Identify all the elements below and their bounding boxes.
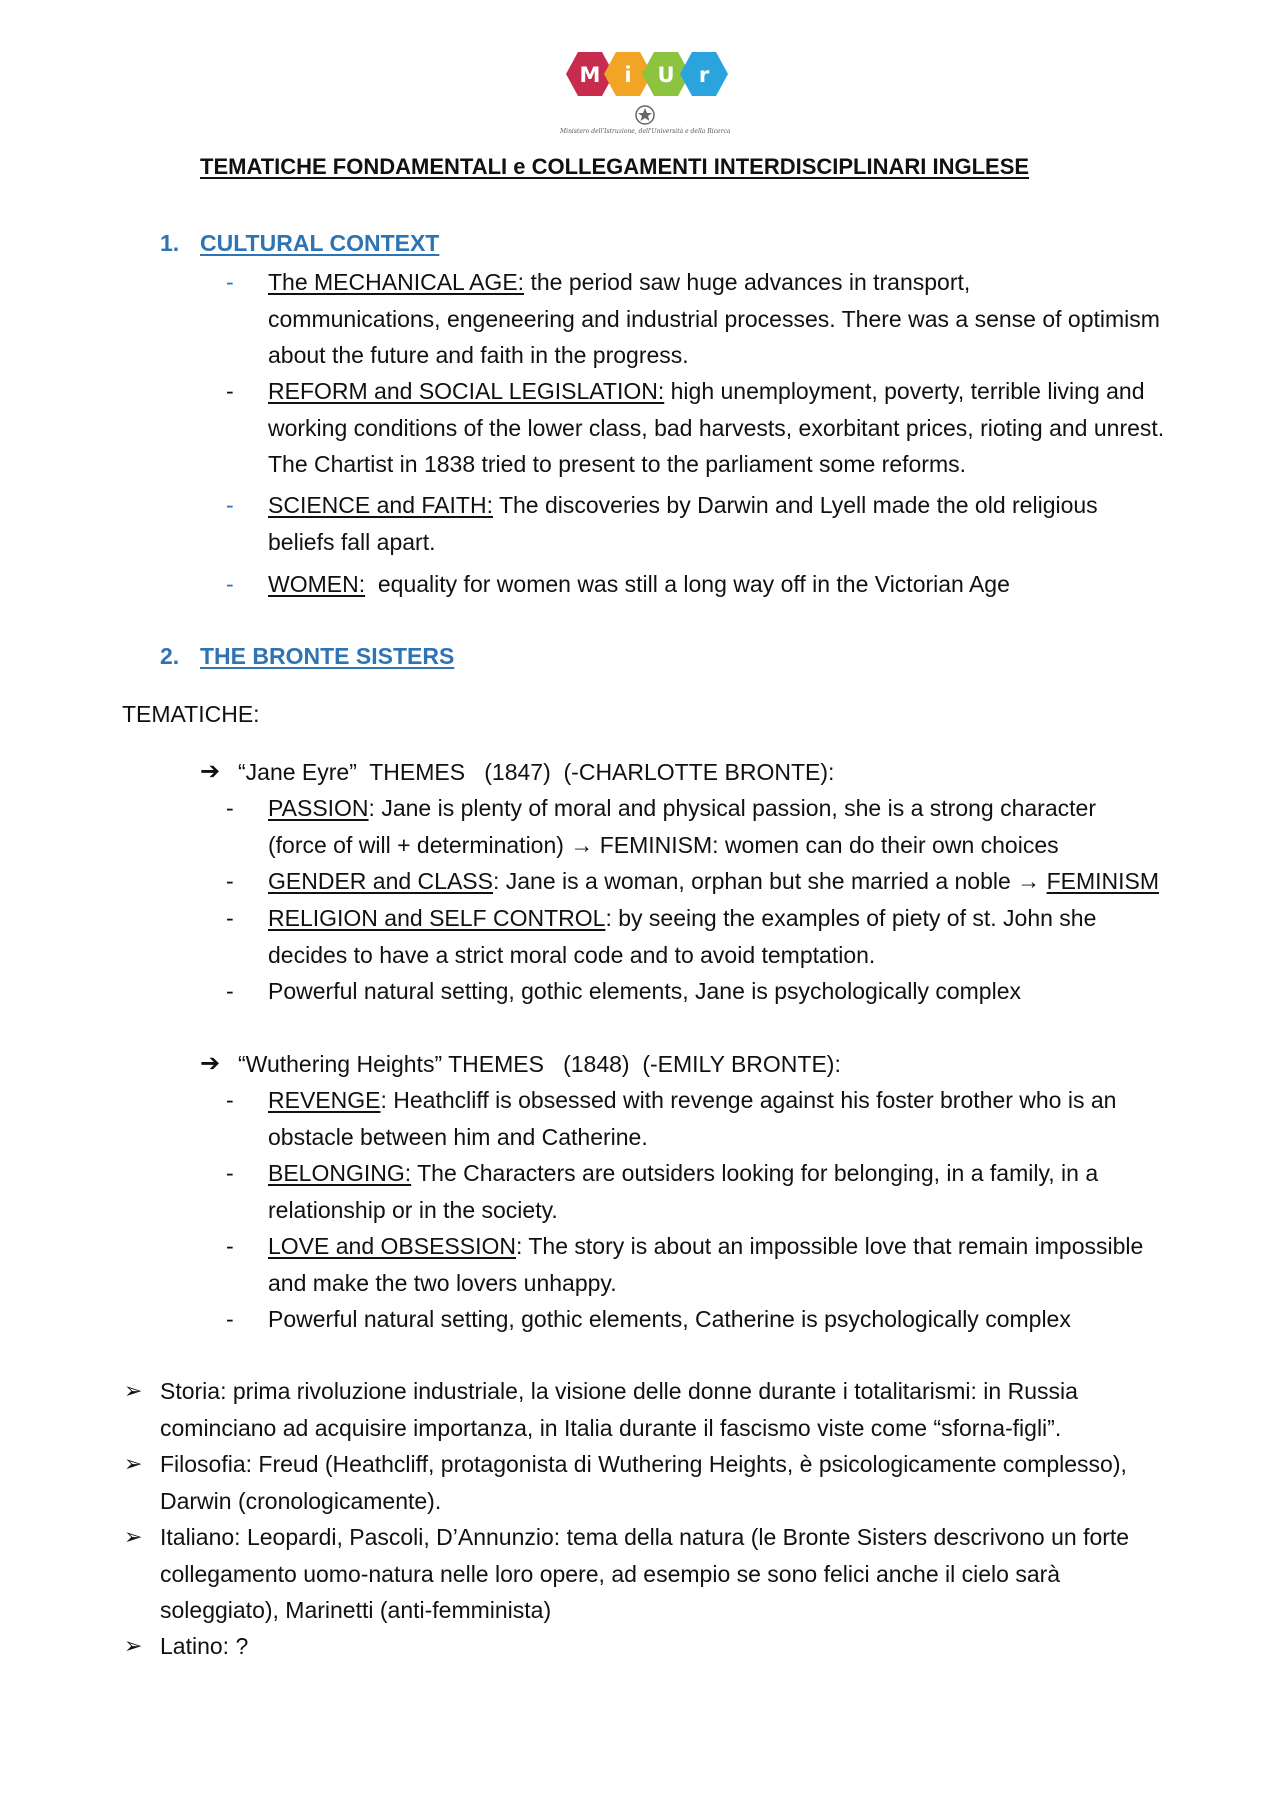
item-text-continued: working conditions of the lower class, bad harvests, exorbitant prices, rioting and unrest. The Chartist in 1838 tried to present to the parliament some reforms. bbox=[268, 414, 1165, 477]
svg-text:M: M bbox=[579, 63, 601, 87]
item-term: BELONGING: bbox=[268, 1160, 412, 1186]
section-1-number: 1. bbox=[160, 230, 180, 256]
item-term: PASSION bbox=[268, 795, 369, 821]
jane-eyre-heading: “Jane Eyre” THEMES (1847) (-CHARLOTTE BRONTE): bbox=[238, 759, 835, 785]
item-text: : Heathcliff is obsessed with revenge against his foster brother who is an bbox=[380, 1087, 1117, 1113]
item-term: The MECHANICAL AGE: bbox=[268, 269, 525, 295]
miur-logo bbox=[560, 44, 730, 144]
list-item bbox=[268, 900, 1168, 973]
list-item bbox=[268, 1228, 1168, 1301]
item-term: FEMINISM bbox=[1046, 868, 1160, 894]
link-item-latino bbox=[160, 1628, 1170, 1665]
list-item bbox=[268, 373, 1168, 483]
list-item bbox=[268, 790, 1168, 863]
bullet-arrow-icon: ➢ bbox=[124, 1378, 143, 1403]
link-text-continued: collegamento uomo-natura nelle loro opere, ad esempio se sono felici anche il cielo sarà bbox=[160, 1560, 1061, 1587]
item-term: REFORM and SOCIAL LEGISLATION: bbox=[268, 378, 665, 404]
section-2-heading: THE BRONTE SISTERS bbox=[200, 643, 455, 669]
list-dash: - bbox=[226, 1087, 234, 1113]
section-2-number: 2. bbox=[160, 643, 180, 669]
list-dash: - bbox=[226, 1233, 234, 1259]
item-text-continued: beliefs fall apart. bbox=[268, 528, 436, 555]
list-item bbox=[268, 1082, 1168, 1155]
list-item bbox=[268, 863, 1168, 900]
item-text: : Jane is plenty of moral and physical passion, she is a strong character bbox=[368, 795, 1096, 821]
svg-text:r: r bbox=[698, 63, 710, 87]
item-term: GENDER and CLASS bbox=[268, 868, 493, 894]
svg-text:U: U bbox=[657, 63, 675, 87]
link-text-continued: soleggiato), Marinetti (anti-femminista) bbox=[160, 1597, 552, 1623]
small-arrow-icon: → bbox=[570, 831, 594, 858]
item-text-continued: decides to have a strict moral code and to avoid temptation. bbox=[268, 941, 876, 968]
item-text-continued: obstacle between him and Catherine. bbox=[268, 1123, 648, 1150]
tematiche-label: TEMATICHE: bbox=[122, 701, 260, 727]
list-item bbox=[268, 487, 1168, 560]
list-dash: - bbox=[226, 1160, 234, 1186]
link-text: Latino: ? bbox=[160, 1633, 249, 1659]
item-text: The discoveries by Darwin and Lyell made the old religious bbox=[492, 492, 1098, 518]
item-text: Powerful natural setting, gothic elements, Catherine is psychologically complex bbox=[268, 1306, 1071, 1332]
link-item-storia bbox=[160, 1373, 1170, 1446]
logo-caption: Ministero dell'Istruzione, dell'Università e della Ricerca bbox=[560, 128, 731, 135]
link-item-italiano bbox=[160, 1519, 1170, 1629]
item-term: LOVE and OBSESSION bbox=[268, 1233, 517, 1259]
link-text: Storia: prima rivoluzione industriale, la visione delle donne durante i totalitarismi: in Russia bbox=[160, 1378, 1078, 1404]
item-text: : by seeing the examples of piety of st. John she bbox=[605, 905, 1097, 931]
link-text: Filosofia: Freud (Heathcliff, protagonista di Wuthering Heights, è psicologicamente complesso), bbox=[160, 1451, 1127, 1477]
item-text: Powerful natural setting, gothic elements, Jane is psychologically complex bbox=[268, 978, 1021, 1004]
bullet-arrow-icon: ➢ bbox=[124, 1451, 143, 1476]
list-dash: - bbox=[226, 571, 234, 597]
item-text: : Jane is a woman, orphan but she married a noble bbox=[492, 868, 1018, 894]
miur-logo-tiles bbox=[564, 48, 734, 100]
item-text: The Characters are outsiders looking for belonging, in a family, in a bbox=[411, 1160, 1099, 1186]
item-text: : The story is about an impossible love that remain impossible bbox=[516, 1233, 1144, 1259]
bullet-arrow-icon: ➢ bbox=[124, 1633, 143, 1658]
list-dash: - bbox=[226, 978, 234, 1004]
list-item bbox=[268, 1301, 1168, 1338]
italian-republic-emblem-icon bbox=[632, 102, 658, 128]
item-text: high unemployment, poverty, terrible living and bbox=[664, 378, 1145, 404]
list-dash: - bbox=[226, 905, 234, 931]
item-term: RELIGION and SELF CONTROL bbox=[268, 905, 606, 931]
link-item-filosofia bbox=[160, 1446, 1170, 1519]
list-dash: - bbox=[226, 868, 234, 894]
item-term: SCIENCE and FAITH: bbox=[268, 492, 493, 518]
page-title: TEMATICHE FONDAMENTALI e COLLEGAMENTI INTERDISCIPLINARI INGLESE bbox=[200, 154, 1030, 179]
small-arrow-icon: → bbox=[1017, 868, 1041, 894]
list-item bbox=[268, 566, 1168, 603]
item-term: WOMEN: bbox=[268, 571, 366, 597]
item-text-continued: FEMINISM: women can do their own choices bbox=[593, 831, 1059, 858]
item-text: equality for women was still a long way off in the Victorian Age bbox=[365, 571, 1010, 597]
list-dash: - bbox=[226, 492, 234, 518]
item-term: REVENGE bbox=[268, 1087, 381, 1113]
list-dash: - bbox=[226, 378, 234, 404]
wuthering-heights-heading: “Wuthering Heights” THEMES (1848) (-EMILY BRONTE): bbox=[238, 1051, 841, 1077]
item-text-continued: relationship or in the society. bbox=[268, 1196, 558, 1223]
item-text-continued: (force of will + determination) bbox=[268, 831, 571, 858]
arrow-right-icon: ➔ bbox=[200, 758, 221, 785]
link-text-continued: cominciano ad acquisire importanza, in Italia durante il fascismo viste come “sforna-figli”. bbox=[160, 1414, 1062, 1441]
list-item bbox=[268, 1155, 1168, 1228]
link-text: Italiano: Leopardi, Pascoli, D’Annunzio: tema della natura (le Bronte Sisters descrivono un forte bbox=[160, 1524, 1130, 1550]
list-dash: - bbox=[226, 1306, 234, 1332]
arrow-right-icon: ➔ bbox=[200, 1050, 221, 1077]
bullet-arrow-icon: ➢ bbox=[124, 1524, 143, 1549]
svg-text:i: i bbox=[624, 63, 632, 87]
list-item bbox=[268, 264, 1168, 374]
item-text-continued: and make the two lovers unhappy. bbox=[268, 1269, 617, 1296]
list-dash: - bbox=[226, 269, 234, 295]
item-text-continued: communications, engeneering and industrial processes. There was a sense of optimism about the future and faith in the progress. bbox=[268, 305, 1160, 368]
list-item bbox=[268, 973, 1168, 1010]
list-dash: - bbox=[226, 795, 234, 821]
logo-tile-r bbox=[680, 52, 728, 96]
item-text: the period saw huge advances in transport, bbox=[524, 269, 971, 295]
section-1-heading: CULTURAL CONTEXT bbox=[200, 230, 440, 256]
link-text-continued: Darwin (cronologicamente). bbox=[160, 1487, 442, 1514]
